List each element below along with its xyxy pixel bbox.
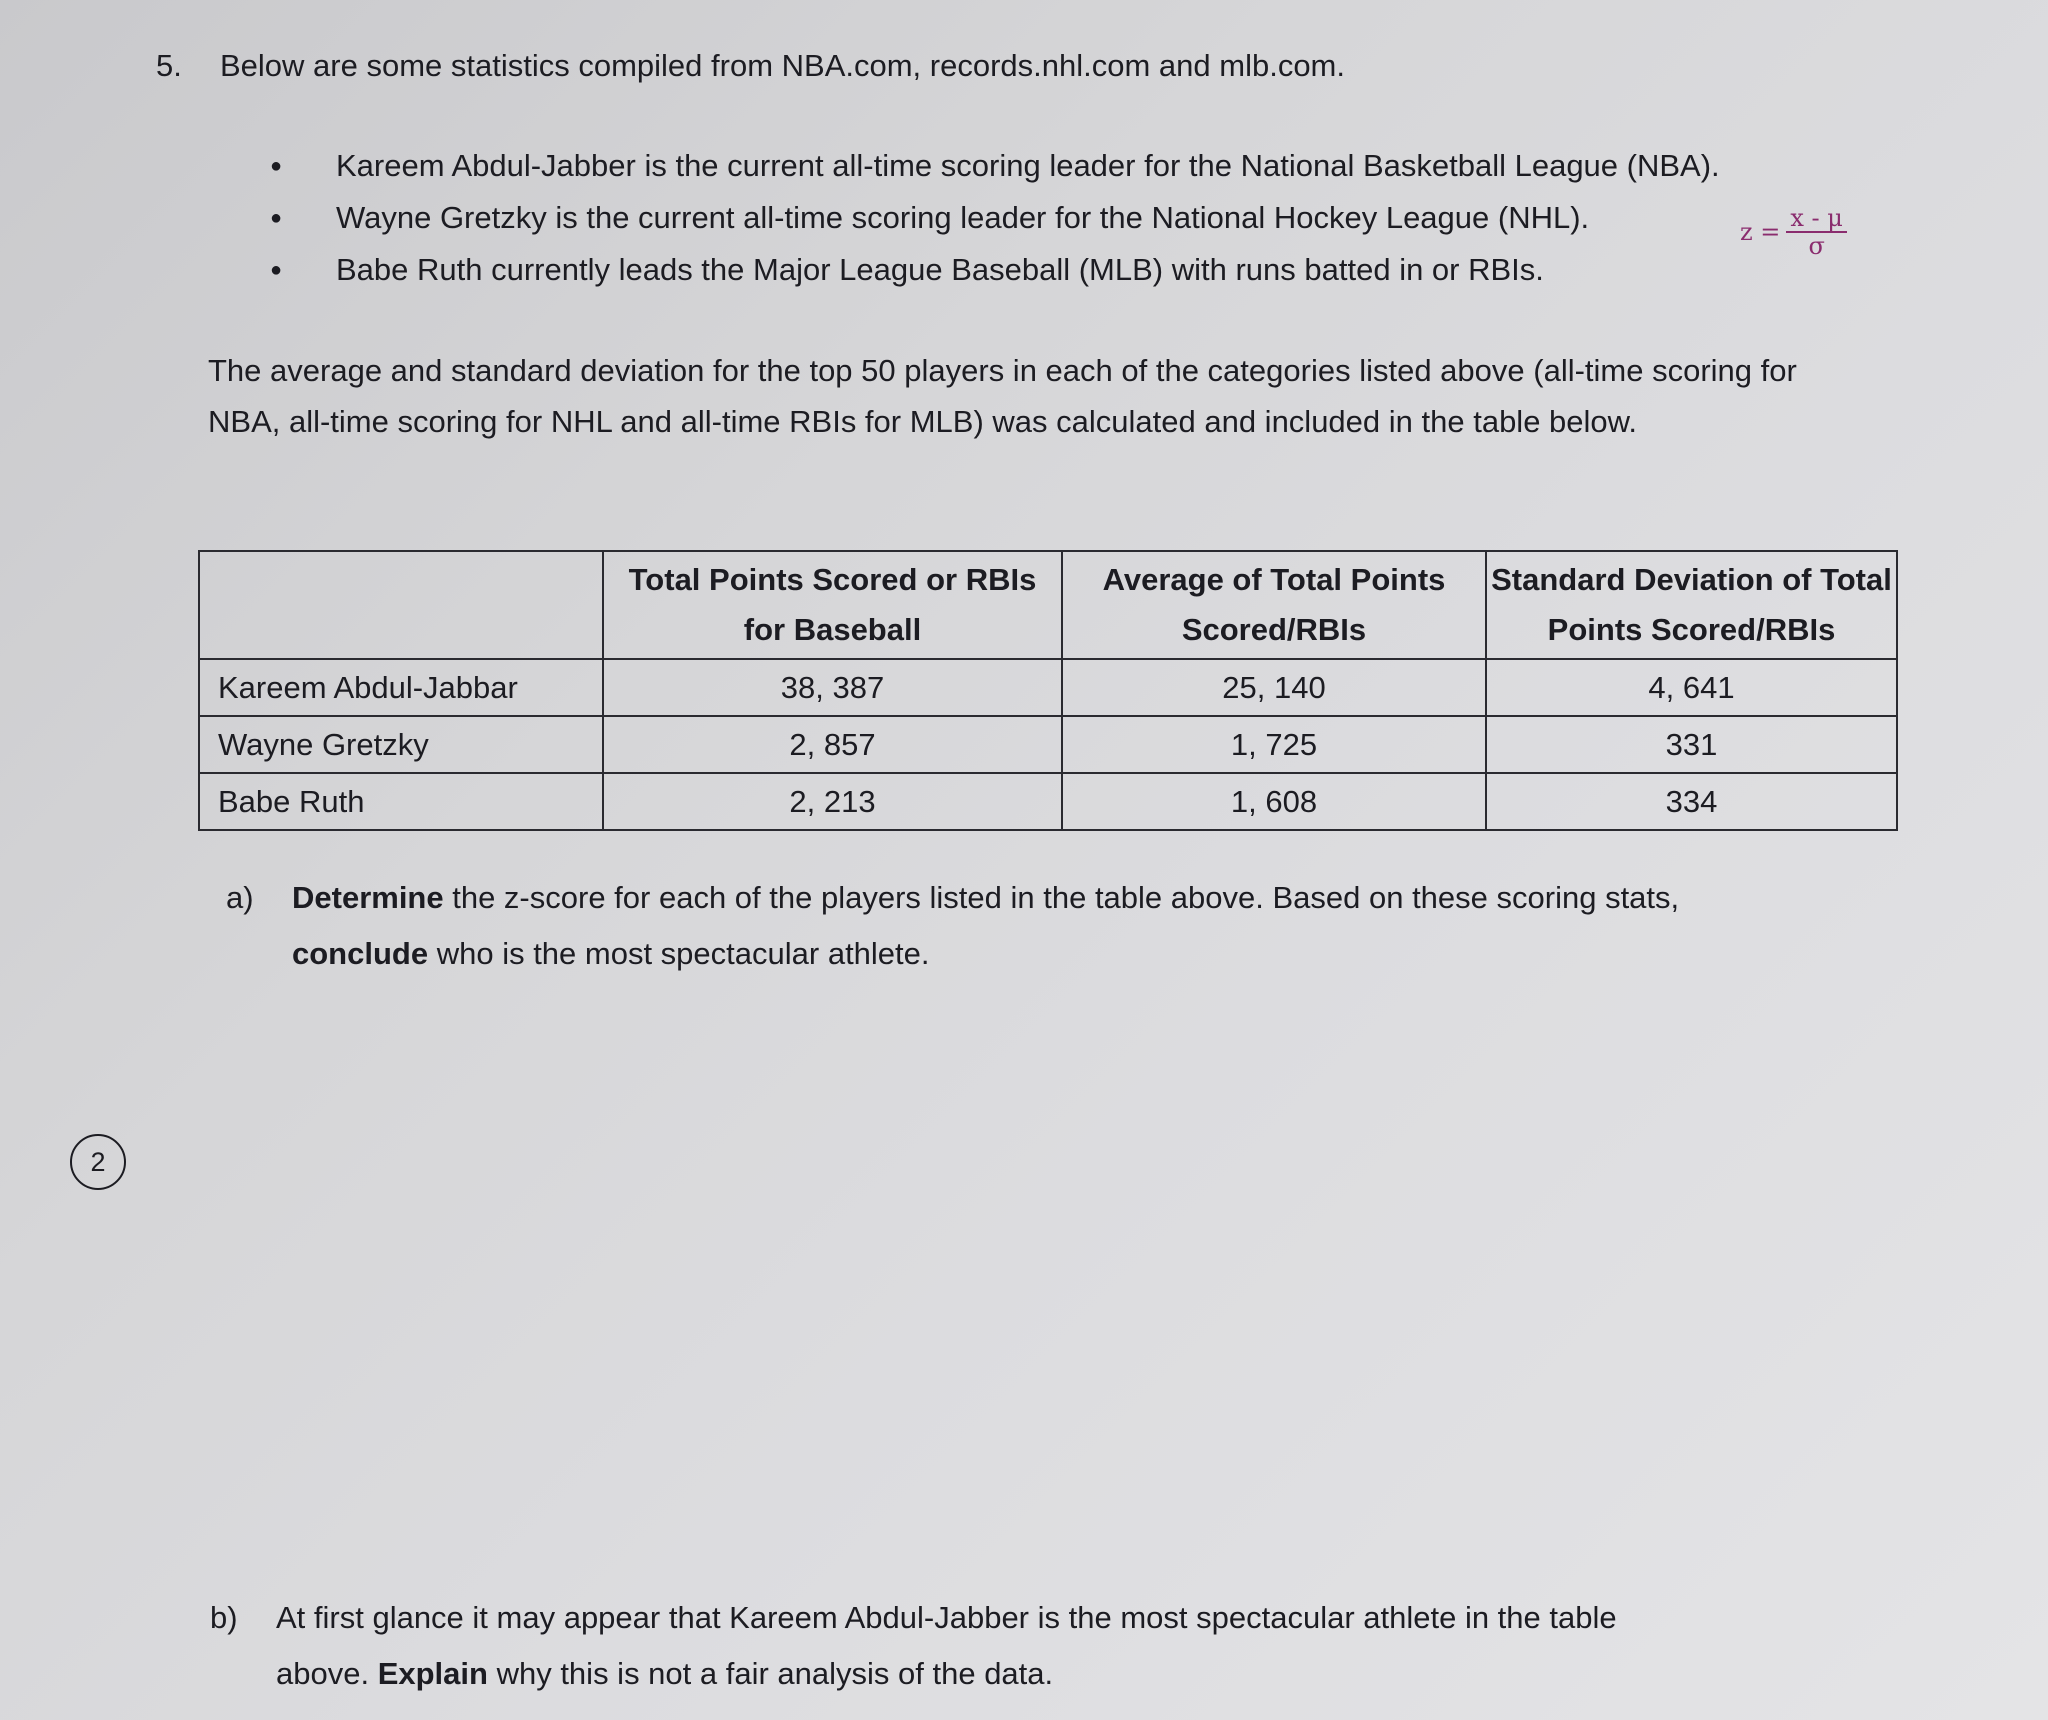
player-name: Babe Ruth <box>199 773 603 830</box>
bullet-item-nba: ● Kareem Abdul-Jabber is the current all-time scoring leader for the National Basketball League (NBA). <box>270 140 1720 192</box>
std-dev-cell: 331 <box>1486 716 1897 773</box>
part-a-question <box>226 870 1866 982</box>
std-dev-cell: 4, 641 <box>1486 659 1897 716</box>
part-b-text-2-pre: above. <box>276 1656 378 1691</box>
std-dev-cell: 334 <box>1486 773 1897 830</box>
formula-denominator: σ <box>1808 232 1825 260</box>
description-paragraph: The average and standard deviation for the top 50 players in each of the categories listed above (all-time scoring for NBA, all-time scoring for NHL and all-time RBIs for MLB) was calculated and included in the table below. <box>208 353 1797 439</box>
part-a-verb-determine: Determine <box>292 880 444 915</box>
part-b-line-2 <box>210 1646 1890 1702</box>
part-b-line-1 <box>210 1590 1890 1646</box>
header-std-dev: Standard Deviation of Total Points Scored/RBIs <box>1486 551 1897 659</box>
formula-fraction <box>1786 205 1847 259</box>
header-total: Total Points Scored or RBIs for Baseball <box>603 551 1062 659</box>
stats-table <box>198 550 1898 831</box>
average-cell: 1, 725 <box>1062 716 1486 773</box>
total-cell: 38, 387 <box>603 659 1062 716</box>
part-a-verb-conclude: conclude <box>292 936 429 971</box>
header-average: Average of Total Points Scored/RBIs <box>1062 551 1486 659</box>
part-b-text-1: At first glance it may appear that Kareem Abdul-Jabber is the most spectacular athlete in the table <box>276 1600 1617 1635</box>
table-row <box>199 716 1897 773</box>
table-header-row <box>199 551 1897 659</box>
marks-circle: 2 <box>70 1134 126 1190</box>
part-b-label: b) <box>210 1600 238 1635</box>
player-name: Wayne Gretzky <box>199 716 603 773</box>
bullet-list <box>270 140 1720 296</box>
formula-lhs: z = <box>1740 218 1781 246</box>
formula-numerator: x - μ <box>1786 205 1847 233</box>
part-a-line-1 <box>226 870 1866 926</box>
table-row <box>199 773 1897 830</box>
bullet-item-nhl: ● Wayne Gretzky is the current all-time scoring leader for the National Hockey League (NHL). <box>270 192 1720 244</box>
part-a-label: a) <box>226 880 254 915</box>
question-intro: Below are some statistics compiled from NBA.com, records.nhl.com and mlb.com. <box>220 48 1345 83</box>
header-empty <box>199 551 603 659</box>
total-cell: 2, 213 <box>603 773 1062 830</box>
table-row <box>199 659 1897 716</box>
handwritten-z-formula <box>1740 205 1847 259</box>
part-a-text-1: the z-score for each of the players listed in the table above. Based on these scoring stats, <box>443 880 1680 915</box>
bullet-item-mlb: ● Babe Ruth currently leads the Major League Baseball (MLB) with runs batted in or RBIs. <box>270 244 1720 296</box>
average-cell: 25, 140 <box>1062 659 1486 716</box>
total-cell: 2, 857 <box>603 716 1062 773</box>
part-b-text-2-post: why this is not a fair analysis of the data. <box>487 1656 1054 1691</box>
part-a-text-2: who is the most spectacular athlete. <box>428 936 930 971</box>
part-b-verb-explain: Explain <box>377 1656 488 1691</box>
average-cell: 1, 608 <box>1062 773 1486 830</box>
question-number: 5. <box>156 48 182 83</box>
part-b-question <box>210 1590 1890 1702</box>
part-a-line-2 <box>226 926 1866 982</box>
player-name: Kareem Abdul-Jabbar <box>199 659 603 716</box>
